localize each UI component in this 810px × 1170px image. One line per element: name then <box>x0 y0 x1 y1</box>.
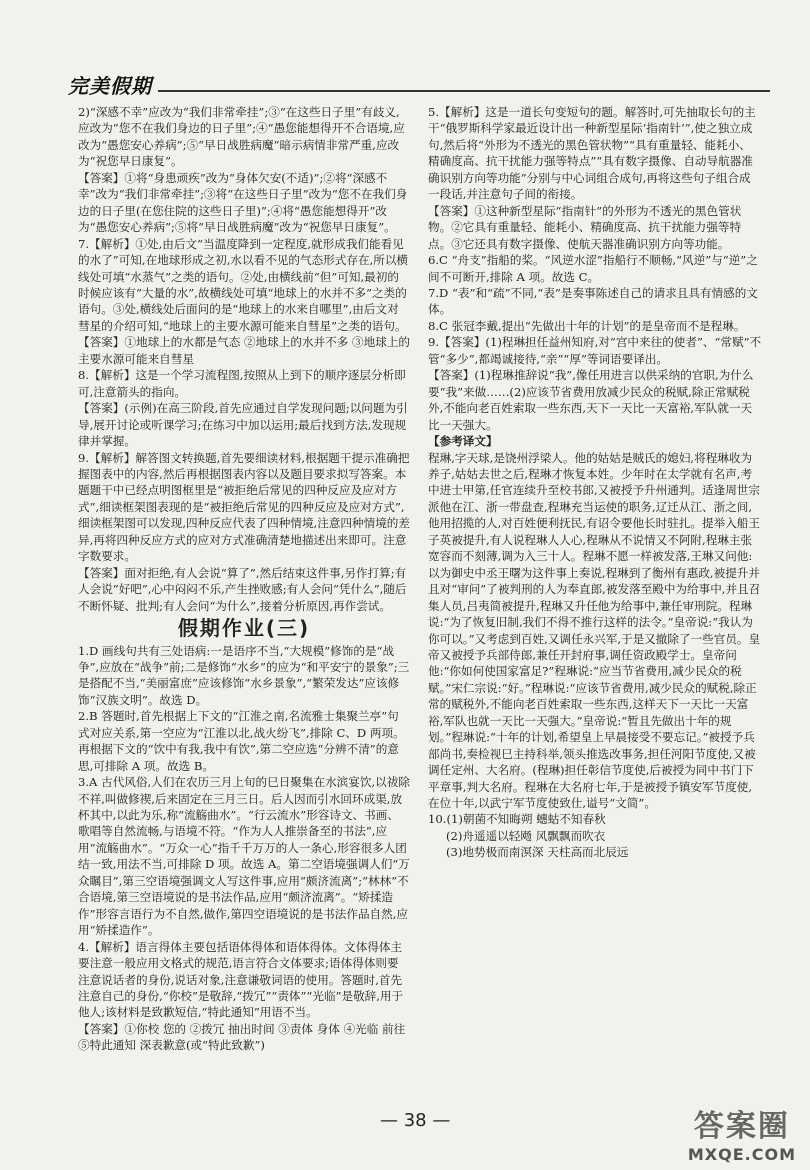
paragraph: 7.D “表”和“疏”不同,“表”是奏事陈述自己的请求且具有情感的文体。 <box>428 285 758 317</box>
paragraph: (2)舟遥遥以轻飏 风飘飘而吹衣 <box>446 828 606 843</box>
paragraph: 【答案】①地球上的水都是气态 ②地球上的水并不多 ③地球上的主要水源可能来自彗星 <box>78 335 410 366</box>
paragraph: 7.【解析】①处,由后文“当温度降到一定程度,就形成我们能看见的水了”可知,在地球形成之初,水以看不见的气态形式存在,所以横线处可填“水蒸气”之类的语句。②处,由横线前“但”可知,最初的时候应该有“大量的水”,故横线处可填“地球上的水并不多”之类的语句。③处,横线处后面问的是“地球上的水来自哪里”,由后文对彗星的介绍可知,“地球上的主要水源可能来自彗星”之类的语句。 <box>78 236 409 333</box>
paragraph: 4.【解析】语言得体主要包括语体得体和语体得体。文体得体主要注意一般应用文格式的规范,语言符合文体要求;语体得体则要注意说话者的身份,说话对象,注意谦敬词语的使用。答题时,首先注意自己的身份,“你校”是敬辞,“拨冗”“责体”“光临”是敬辞,用于他人;该材料是致歉短信,“特此通知”用语不当。 <box>78 939 404 1020</box>
paragraph: 【答案】①这种新型星际“指南针”的外形为不透光的黑色管状物。②它具有重量轻、能耗小、精确度高、抗干扰能力强等特点。③它还具有数字摄像、使航天器准确识别方向等功能。 <box>428 203 742 251</box>
paragraph: 6.C “舟支”指船的桨。“风逆水涩”指船行不顺畅,“风逆”与“逆”之间不可断开,排除 A 项。故选 C。 <box>428 253 758 284</box>
reference-translation-label: 【参考译文】 <box>428 434 498 449</box>
paragraph: 【答案】面对拒绝,有人会说“算了”,然后结束这件事,另作打算;有人会说“好吧”,心中闷闷不乐,产生挫败感;有人会问“凭什么”,随后不断怀疑、批判;有人会问“为什么”,接着分析原因,再作尝试。 <box>78 565 407 613</box>
paragraph: 【答案】(1)程琳推辞说“我”,像任用进言以供采纳的官职,为什么要“我”来做……(2)应该节省费用放减少民众的税赋,除正常赋税外,不能向老百姓索取一些东西,天下一天比一天富裕,军队就一天比一天强大。 <box>428 368 754 432</box>
watermark <box>688 1101 796 1164</box>
paragraph: 9.【解析】解答图文转换题,首先要细读材料,根据题干提示准确把握图表中的内容,然后再根据图表内容以及题目要求拟写答案。本题题干中已经点明图框里是“被拒绝后常见的四种反应及应对方式”,细读框架图表现的是“被拒绝后常见的四种反应及应对方式”,细读框架图可以发现,四种反应代表了四种情境,注意四种情境的差异,再将四种反应方式的应对方式准确清楚地描述出来即可。注意字数要求。 <box>78 450 410 564</box>
paragraph: 3.A 古代风俗,人们在农历三月上旬的巳日聚集在水滨宴饮,以祓除不祥,叫做修禊,后来固定在三月三日。后人因而引水回环成渠,放杯其中,以此为乐,称“流觞曲水”。“行云流水”形容诗文、书画、歌唱等自然流畅,与语境不符。“作为人人推崇备至的书法”,应用“流觞曲水”。“万众一心”指千千万万的人一条心,形容很多人团结一致,用法不当,可排除 D 项。故选 A。第二空语境强调人们“万众瞩目”,第三空语境强调文人写这件事,应用“颇济流离”;“林林”不合语境,第三空语境说的是书法作品,应用“颇济流离”。“矫揉造作”形容言语行为不自然,做作,第四空语境说的是书法作品自然,应用“矫揉造作”。 <box>78 775 410 938</box>
watermark-url: MXQE.COM <box>687 1145 796 1164</box>
paragraph: 【答案】(示例)在高三阶段,首先应通过自学发现问题;以问题为引导,展开讨论或听课学习;在练习中加以运用;最后找到方法,发现规律并掌握。 <box>78 401 408 449</box>
right-column <box>428 104 762 861</box>
page-number: — 38 — <box>380 1110 451 1131</box>
logo: 完美假期 <box>68 74 152 98</box>
paragraph: 8.【解析】这是一个学习流程图,按照从上到下的顺序逐层分析即可,注意箭头的指向。 <box>78 368 406 399</box>
left-column <box>78 104 410 1054</box>
paragraph: 2)“深感不幸”应改为“我们非常牵挂”;③“在这些日子里”有歧义,应改为“您不在我们身边的日子里”;④“愚您能想得开不合语境,应改为“愚您安心养病”;⑤“早日战胜病魔”暗示病情非常严重,应改为“祝您早日康复”。 <box>78 105 405 169</box>
paragraph: 9.【答案】(1)程琳担任益州知府,对“宫中来往的使者”、“常赋”不管“多少”,都竭诚接待,“亲”“厚”等词语要译出。 <box>428 335 762 366</box>
paragraph: 【答案】①将“身患顽疾”改为“身体欠安(不适)”;②将“深感不幸”改为“我们非常牵挂”;③将“在这些日子里”改为“您不在我们身边的日子里(在您住院的这些日子里)”;④将“愚您能想得开”改为“愚您安心养病”;⑤将“早日战胜病魔”改为“祝您早日康复”。 <box>78 170 408 235</box>
paragraph: (3)地势极而南溟深 天柱高而北辰远 <box>446 845 629 860</box>
watermark-text: 答案圈 <box>693 1109 790 1144</box>
paragraph: 程琳,字天球,是饶州浮梁人。他的姑姑是贼氏的媳妇,将程琳收为养子,姑姑去世之后,程琳才恢复本姓。少年时在太学就有名声,考中进士甲第,任官连续升至校书郎,又被授予升州通判。适逢周世宗派他在江、浙一带盘查,程琳充当运使的职务,辽迁从江、浙之间,他用招揽的人,对百姓便利抚民,有诏令要他长时驻扎。提举入船王子英被提升,有人说程琳人人心,程琳从不说情又不阿附,程琳主张宽容而不刻薄,调为入三十人。程琳不愿一样被发落,王琳又问他:以为御史中丞王曙为这件事上奏说,程琳到了衡州有惠政,被提升并且对“审问”了被判刑的人为奉直郎,被发落至殿中为给事中,并且召集人员,吕夷简被提升,程琳又升任他为给事中,兼任审刑院。程琳说:“为了恢复旧制,我们不得不推行这样的法令。”皇帝说:“我认为你可以。”又考虑到百姓,又调任永兴军,于是又撤除了一些官员。皇帝又被授予兵部侍郎,兼任开封府事,调任资政殿学士。皇帝问他:“你如何使国家富足?”程琳说:“应当节省费用,减少民众的税赋。”宋仁宗说:“好。”程琳说:“应该节省费用,减少民众的赋税,除正常的赋税外,不能向老百姓索取一些东西,这样天下一天比一天富裕,军队也就一天比一天强大。”皇帝说:“暂且先做出十年的规划。”程琳说:“十年的计划,希望皇上早晨接受不要忘记。”被授予兵部尚书,奏检视巳主持科举,领头推选改事务,担任河阳节度使,又被调任定州、大名府。(程琳)担任彰信节度使,后被授为同中书门下平章事,判大名府。程琳在大名府七年,于是被授予镇安军节度使,在位十年,以武宁军节度使致仕,谥号“文简”。 <box>428 450 761 811</box>
paragraph: 5.【解析】这是一道长句变短句的题。解答时,可先抽取长句的主干“俄罗斯科学家最近设计出一种新型星际‘指南针’”,使之独立成句,然后将“外形为不透光的黑色管状物”“具有重量轻、能耗小、精确度高、抗干扰能力强等特点”“具有数字摄像、自动导航器准确识别方向等功能”分别与中心词组合成句,再将这些句子组合成一段话,并注意句子间的衔接。 <box>428 105 756 202</box>
paragraph: 1.D 画线句共有三处语病:一是语序不当,“大规模”修饰的是“战争”,应放在“战争”前;二是修饰“水乡”的应为“和平安宁的景象”;三是搭配不当,“美丽富庶”应该修饰“水乡景象”,“繁荣发达”应该修饰“汉族文明”。故选 D。 <box>78 643 410 707</box>
paragraph: 2.B 答题时,首先根据上下文的“江淮之南,名流雅士集聚兰亭”句式对应关系,第一空应为“江淮以北,战火纷飞”,排除 C、D 两项。再根据下文的“饮中有我,我中有饮”,第二空应选“分辨不清”的意思,可排除 A 项。故选 B。 <box>78 709 405 773</box>
paragraph: 【答案】①你校 您的 ②拨冗 抽出时间 ③责体 身体 ④光临 前往 ⑤特此通知 深表歉意(或“特此致歉”) <box>78 1021 406 1053</box>
paragraph: 10.(1)朝菌不知晦朔 蟪蛄不知春秋 <box>428 812 606 827</box>
page-header <box>60 66 770 100</box>
header-rule <box>158 90 770 92</box>
paragraph: 8.C 张冠李戴,提出“先做出十年的计划”的是皇帝而不是程琳。 <box>428 318 746 333</box>
section-title: 假期作业(三) <box>177 616 311 641</box>
